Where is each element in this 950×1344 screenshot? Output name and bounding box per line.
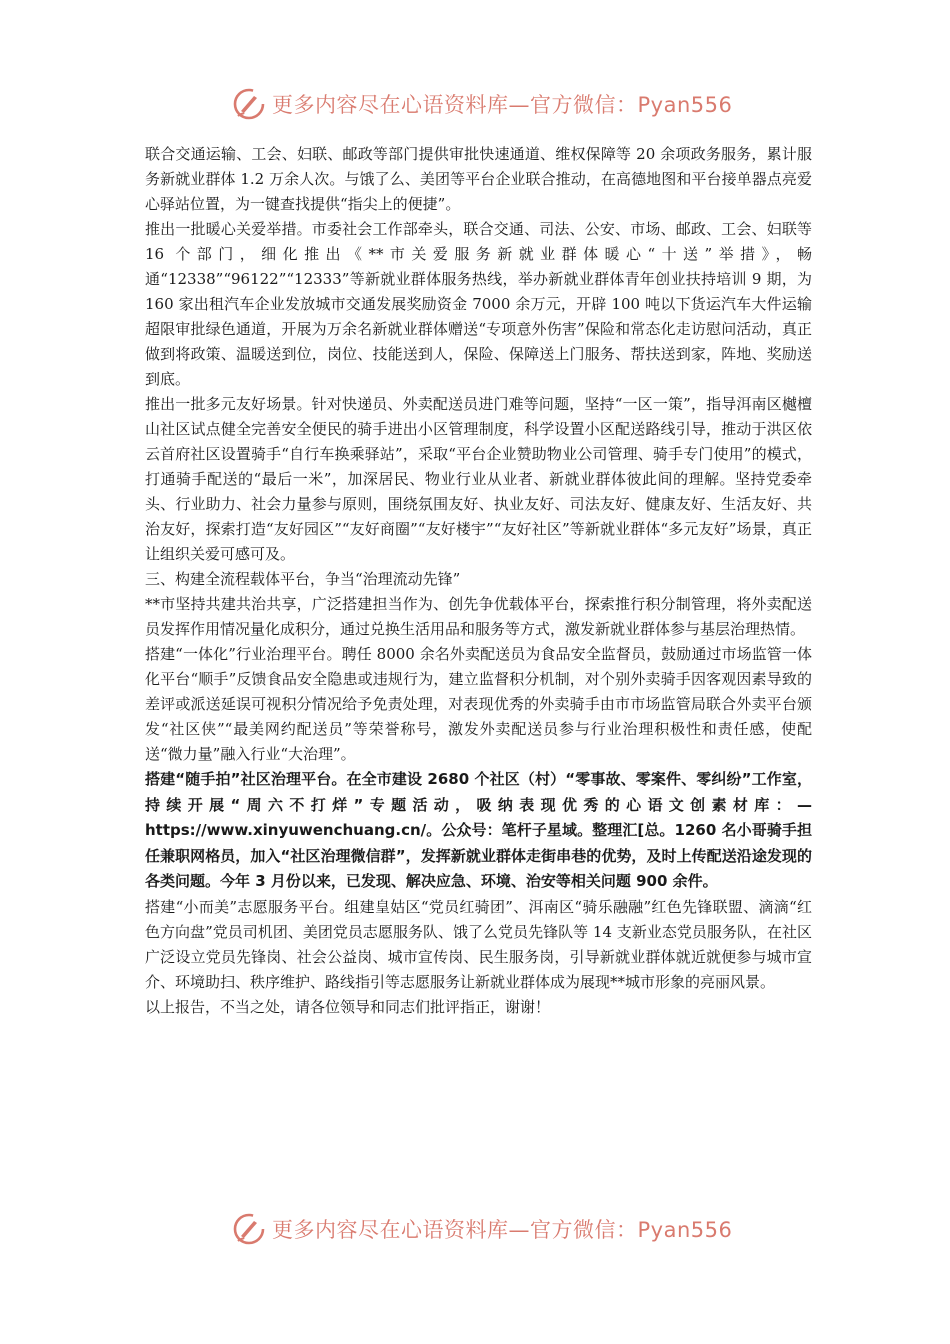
header-banner-text: 更多内容尽在心语资料库—官方微信：Pyan556: [272, 93, 733, 117]
paragraph-1: 联合交通运输、工会、妇联、邮政等部门提供审批快速通道、维权保障等 20 余项政务服务，累计服务新就业群体 1.2 万余人次。与饿了么、美团等平台企业联合推动，在高德地图和平台接单器点亮爱心驿站位置，为一键查找提供“指尖上的便捷”。: [145, 145, 812, 213]
paragraph-8: 搭建“小而美”志愿服务平台。组建皇姑区“党员红骑团”、洱南区“骑乐融融”红色先锋联盟、滴滴“红色方向盘”党员司机团、美团党员志愿服务队、饿了么党员先锋队等 14 支新业态党员服务队，在社区广泛设立党员先锋岗、社会公益岗、城市宣传岗、民生服务岗，引导新就业群体就近就便参与城市宣介、环境助扫、秩序维护、路线指引等志愿服务让新就业群体成为展现**城市形象的亮丽风景。: [145, 897, 812, 991]
header-banner: [232, 86, 732, 122]
footer-banner: [232, 1211, 732, 1247]
document-body: [145, 142, 812, 1020]
section-heading: 三、构建全流程载体平台，争当“治理流动先锋”: [145, 570, 461, 588]
paragraph-7-bold: 搭建“随手拍”社区治理平台。在全市建设 2680 个社区（村）“零事故、零案件、零纠纷”工作室，持续开展“周六不打烊”专题活动，吸纳表现优秀的心语文创素材库：—https://www.xinyuwenchuang.cn/。公众号：笔杆子星域。整理汇[总。1260 名小哥骑手担任兼职网格员，加入“社区治理微信群”，发挥新就业群体走街串巷的优势，及时上传配送沿途发现的各类问题。今年 3 月份以来，已发现、解决应急、环境、治安等相关问题 900 余件。: [145, 770, 812, 890]
paragraph-3: 推出一批多元友好场景。针对快递员、外卖配送员进门难等问题，坚持“一区一策”，指导洱南区樾檀山社区试点健全完善安全便民的骑手进出小区管理制度，科学设置小区配送路线引导，推动于洪区依云首府社区设置骑手“自行车换乘驿站”，采取“平台企业赞助物业公司管理、骑手专门使用”的模式，打通骑手配送的“最后一米”，加深居民、物业行业从业者、新就业群体彼此间的理解。坚持党委牵头、行业助力、社会力量参与原则，围绕氛围友好、执业友好、司法友好、健康友好、生活友好、共治友好，探索打造“友好园区”“友好商圈”“友好楼宇”“友好社区”等新就业群体“多元友好”场景，真正让组织关爱可感可及。: [145, 395, 812, 563]
closing-paragraph: 以上报告，不当之处，请各位领导和同志们批评指正，谢谢！: [145, 997, 551, 1016]
paragraph-2: 推出一批暖心关爱举措。市委社会工作部牵头，联合交通、司法、公安、市场、邮政、工会、妇联等 16 个部门，细化推出《**市关爱服务新就业群体暖心“十送”举措》，畅通“12338”“96122”“12333”等新就业群体服务热线，举办新就业群体青年创业扶持培训 9 期，为 160 家出租汽车企业发放城市交通发展奖励资金 7000 余万元，开辟 100 吨以下货运汽车大件运输超限审批绿色通道，开展为万余名新就业群体赠送“专项意外伤害”保险和常态化走访慰问活动，真正做到将政策、温暖送到位，岗位、技能送到人，保险、保障送上门服务、帮扶送到家，阵地、奖励送到底。: [145, 220, 812, 388]
brush-circle-logo-icon: [232, 1212, 266, 1246]
paragraph-5: **市坚持共建共治共享，广泛搭建担当作为、创先争优载体平台，探索推行积分制管理，将外卖配送员发挥作用情况量化成积分，通过兑换生活用品和服务等方式，激发新就业群体参与基层治理热情。: [145, 595, 812, 638]
paragraph-6: 搭建“一体化”行业治理平台。聘任 8000 余名外卖配送员为食品安全监督员，鼓励通过市场监管一体化平台“顺手”反馈食品安全隐患或违规行为，建立监督积分机制，对个别外卖骑手因客观因素导致的差评或派送延误可视积分情况给予免责处理，对表现优秀的外卖骑手由市市场监管局联合外卖平台颁发“社区侠”“最美网约配送员”等荣誉称号，激发外卖配送员参与行业治理积极性和责任感，使配送“微力量”融入行业“大治理”。: [145, 645, 812, 763]
brush-circle-logo-icon: [232, 87, 266, 121]
footer-banner-text: 更多内容尽在心语资料库—官方微信：Pyan556: [272, 1218, 733, 1242]
